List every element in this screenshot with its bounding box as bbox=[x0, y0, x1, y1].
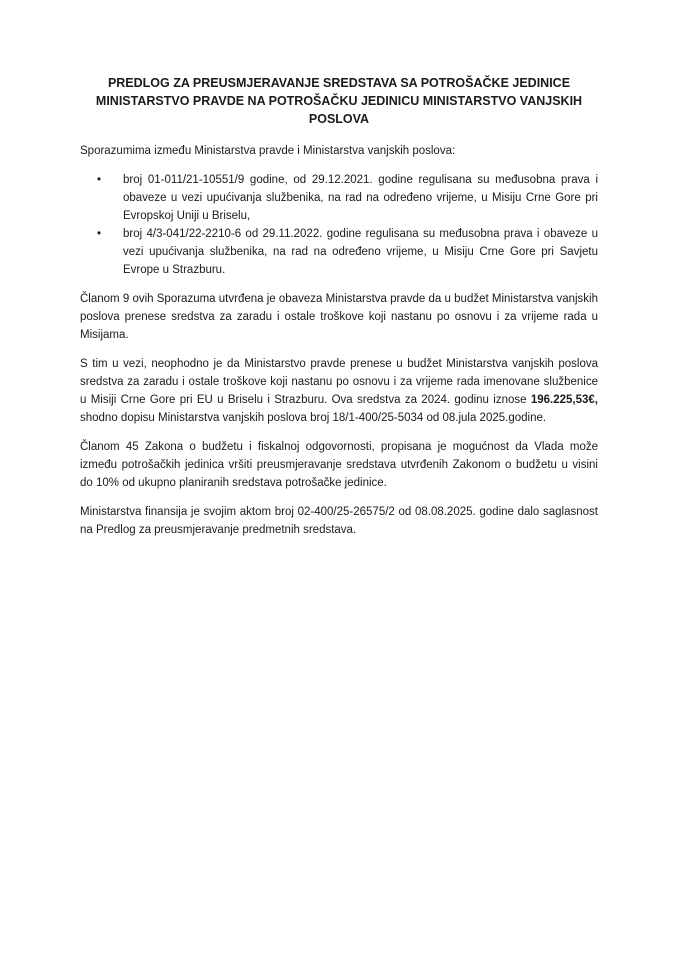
agreements-list bbox=[80, 171, 598, 279]
paragraph-clan45: Članom 45 Zakona o budžetu i fiskalnoj odgovornosti, propisana je mogućnost da Vlada može između potrošačkih jedinica vršiti preusmjeravanje sredstava utvrđenih Zakonom o budžetu u visini do 10% od ukupno planiranih sredstava potrošačke jedinice. bbox=[80, 441, 598, 489]
bullet-icon: • bbox=[97, 228, 102, 240]
transfer-text-after: shodno dopisu Ministarstva vanjskih poslova broj 18/1-400/25-5034 od 08.jula 2025.godine. bbox=[80, 412, 547, 424]
list-item-agreement-2 bbox=[80, 225, 598, 279]
list-item-text: broj 01-011/21-10551/9 godine, od 29.12.2021. godine regulisana su međusobna prava i obaveze u vezi upućivanja službenika, na rad na određeno vrijeme, u Misiju Crne Gore pri Evropskoj Uniji u Briselu, bbox=[123, 174, 598, 222]
document-title: PREDLOG ZA PREUSMJERAVANJE SREDSTAVA SA POTROŠAČKE JEDINICE MINISTARSTVO PRAVDE NA POTROŠAČKU JEDINICU MINISTARSTVO VANJSKIH POSLOVA bbox=[95, 76, 583, 126]
list-item-text: broj 4/3-041/22-2210-6 od 29.11.2022. godine regulisana su međusobna prava i obaveze u vezi upućivanja službenika, na rad na određeno vrijeme, u Misiju Crne Gore pri Savjetu Evrope u Strazburu. bbox=[123, 228, 598, 276]
bullet-icon: • bbox=[97, 174, 102, 186]
list-item-agreement-1 bbox=[80, 171, 598, 225]
paragraph-transfer bbox=[80, 355, 598, 427]
intro-paragraph: Sporazumima između Ministarstva pravde i Ministarstva vanjskih poslova: bbox=[80, 145, 456, 157]
paragraph-finance-approval: Ministarstva finansija je svojim aktom broj 02-400/25-26575/2 od 08.08.2025. godine dalo saglasnost na Predlog za preusmjeravanje predmetnih sredstava. bbox=[80, 506, 598, 536]
transfer-amount: 196.225,53€, bbox=[530, 394, 598, 406]
paragraph-clan9: Članom 9 ovih Sporazuma utvrđena je obaveza Ministarstva pravde da u budžet Ministarstva vanjskih poslova prenese sredstva za zaradu i ostale troškove koji nastanu po osnovu i za vrijeme rada u Misijama. bbox=[80, 293, 598, 341]
transfer-text-before: S tim u vezi, neophodno je da Ministarstvo pravde prenese u budžet Ministarstva vanjskih poslova sredstva za zaradu i ostale troškove koji nastanu po osnovu i za vrijeme rada imenovane službenice u Misiji Crne Gore pri EU u Briselu i Strazburu. Ova sredstva za 2024. godinu iznose bbox=[80, 358, 598, 406]
